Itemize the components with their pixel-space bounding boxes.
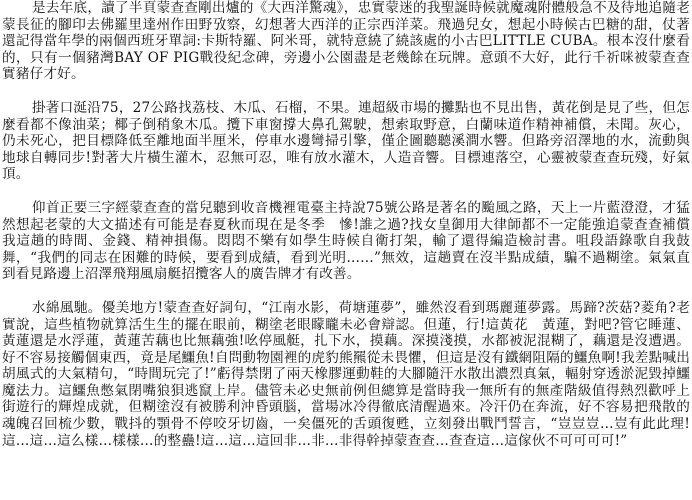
paragraph-1: 是去年底，讀了半頁蒙查查剛出爐的《大西洋驚魂》，忠實蒙迷的我聖誕時候就魔魂附體般急不及待地追隨老蒙長征的腳印去佛羅里達州作田野攷察，幻想著大西洋的正宗西洋菜。飛過兒女，想起小時候古巴糖的甜，仗著還記得當年學的兩個西班牙單詞:卡斯特羅、阿米哥，就特意繞了繞該處的小古巴LITTLE CUBA。根本沒什麼看的，只有一個豬灣BAY OF PIG戰役紀念碑，旁邊小公園盡是老幾餘在玩牌。意頭不大好，此行千祈咪被蒙查查實豬仔才好。 [2,0,690,83]
paragraph-2: 掛著口涎沿75，27公路找荔枝、木瓜、石榴，不果。連超級市場的攤點也不見出售，黃花倒是見了些，但怎麼看都不像油菜；椰子倒稍象木瓜。攬下車窗撐大鼻孔駕駛，想索取野意，白蘭味道作精神補償，未聞。灰心，仍未死心，把目標降低至離地面半厘米，停車水邊彎掃引擎，僅企圖聽聽溪澗水響。但路旁沼澤地的水，流動與地球自轉同步!對著大片橫生灌木，忍無可忍，唯有放水灌木，人造音響。目標連落空，心靈被蒙查查玩殘，好氣頂。 [2,99,690,183]
paragraph-3: 仰首正要三字經蒙查查的當兒聽到收音機裡電臺主持說75號公路是著名的颱風之路，天上一片藍澄澄，才猛然想起老蒙的大文描述有可能是春夏秋而現在是冬季 慘!誰之過?找女皇御用大律師都不一定能強追蒙查查補償我這趟的時間、金錢、精神損傷。悶悶不樂有如學生時候自衛打架，輸了還得編造檢討書。咀段語錄歌自我鼓舞，“我們的同志在困難的時候，要看到成績，看到光明……”無效，這趟賣在沒半點成績，騙不過糊塗。氣氣直到看見路邊上沼澤飛翔風扇艇招攬客人的廣告牌才有改善。 [2,199,690,283]
paragraph-4: 水綿風馳。優美地方!蒙查查好詞句，“江南水影，荷塘蓮夢”，雖然沒看到瑪麗蓮夢露。馬蹄?茨菇?菱角?老實說，這些植物就算活生生的擺在眼前，糊塗老眼矇矓未必會辯認。但蓮，行!這黃花 黃蓮，對吧?管它睡蓮、黃蓮還是水浮蓮，黃蓮苦藕也比無藕強!吆停風艇，扎下水，摸藕。深摸淺摸，水都被泥混糊了，藕還是沒遭遇。好不容易接觸個東西，竟是尾鱷魚!自問動物園裡的虎豹熊羆從未畏懼，但這是沒有鐵網阻隔的鱷魚啊!我差點喊出胡風式的大氣精句，“時間玩完了!”虧得禁閉了兩天橡膠運動鞋的大腳隨汗水散出濃烈真氣，輻射穿透淤泥毀掉鱷魔法力。這鱷魚憋氣閉嘴狼狽逃竄上岸。儘管未必史無前例但總算是當時我一無所有的無產階級值得熱烈歡呼上街遊行的輝煌成就，但糊塗沒有被勝利沖昏頭腦，當場冰冷得徹底清醒過來。冷汗仍在奔流，好不容易把飛散的魂魄召回梳少數，戰抖的顎骨不停咬牙切齒，一矣僵死的舌頭復甦，立刻發出戰鬥誓言，“豈豈豈…豈有此此理!這…這…這么樣…樣樣…的整蠱!這…這…這回非…非…非得幹掉蒙查查…查查這…這傢伙不可可可可!” [2,299,690,449]
